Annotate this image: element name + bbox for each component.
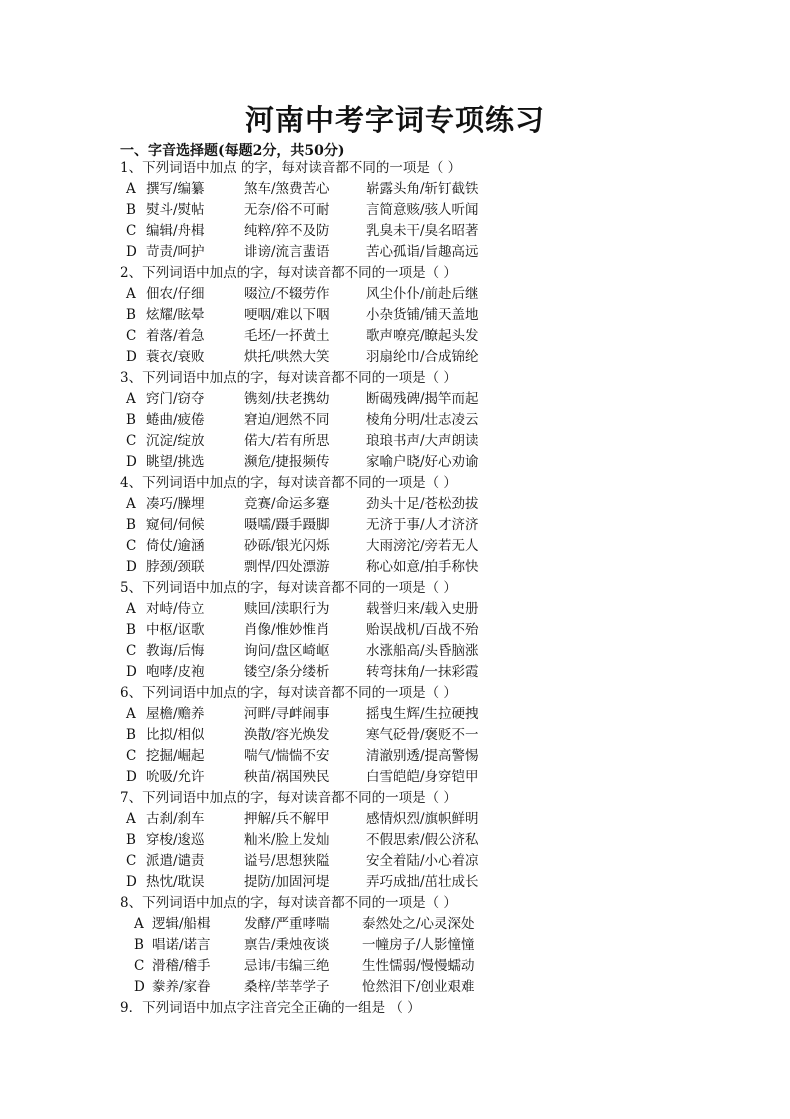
answer-option[interactable] <box>120 452 540 473</box>
option-word-pair: 着落/着急 <box>146 328 205 344</box>
section-heading: 一、字音选择题(每题2分，共50分) <box>120 143 345 159</box>
option-word-pair: 安全着陆/小心着凉 <box>366 853 479 869</box>
option-word-pair: 哽咽/难以下咽 <box>244 307 330 323</box>
answer-option[interactable] <box>120 494 540 515</box>
option-word-pair: 怆然泪下/创业艰难 <box>362 979 475 995</box>
option-word-pair: 咆哮/皮袍 <box>146 664 205 680</box>
option-word-pair: 倚仗/逾涵 <box>146 538 205 554</box>
option-word-pair: 煞车/煞费苦心 <box>244 181 330 197</box>
option-word-pair: 忌讳/韦编三绝 <box>244 958 330 974</box>
answer-option[interactable] <box>120 662 540 683</box>
option-word-pair: 对峙/侍立 <box>146 601 205 617</box>
option-word-pair: 琅琅书声/大声朗读 <box>366 433 479 449</box>
option-word-pair: 歌声嘹亮/瞭起头发 <box>366 328 479 344</box>
option-word-pair: 啜泣/不辍劳作 <box>244 286 330 302</box>
option-word-pair: 挖掘/崛起 <box>146 748 205 764</box>
option-word-pair: 泰然处之/心灵深处 <box>362 916 475 932</box>
option-word-pair: 中枢/讴歌 <box>146 622 205 638</box>
option-word-pair: 偌大/若有所思 <box>244 433 330 449</box>
option-word-pair: 籼米/脸上发灿 <box>244 832 330 848</box>
answer-option[interactable] <box>120 746 540 767</box>
option-word-pair: 诽谤/流言蜚语 <box>244 244 330 260</box>
option-word-pair: 谥号/思想狭隘 <box>244 853 330 869</box>
answer-option[interactable] <box>120 515 540 536</box>
option-word-pair: 毛坯/一抔黄土 <box>244 328 330 344</box>
question-stem: 4、下列词语中加点的字，每对读音都不同的一项是（ ） <box>120 475 457 491</box>
option-word-pair: 撰写/编纂 <box>146 181 205 197</box>
option-letter: C <box>126 328 137 344</box>
answer-option[interactable] <box>120 809 540 830</box>
option-word-pair: 发酵/严重哮喘 <box>244 916 330 932</box>
option-word-pair: 风尘仆仆/前赴后继 <box>366 286 479 302</box>
answer-option[interactable] <box>120 410 540 431</box>
option-word-pair: 编辑/舟楫 <box>146 223 205 239</box>
option-word-pair: 秧苗/祸国殃民 <box>244 769 330 785</box>
option-letter: A <box>126 496 136 512</box>
option-word-pair: 桑梓/莘莘学子 <box>244 979 330 995</box>
option-letter: D <box>126 769 137 785</box>
question-stem: 8、下列词语中加点的字，每对读音都不同的一项是（ ） <box>120 895 457 911</box>
option-word-pair: 小杂货铺/铺天盖地 <box>366 307 479 323</box>
option-word-pair: 一幢房子/人影憧憧 <box>362 937 475 953</box>
option-letter: D <box>126 874 137 890</box>
option-word-pair: 肖像/惟妙惟肖 <box>244 622 330 638</box>
option-word-pair: 热忱/耽误 <box>146 874 205 890</box>
option-word-pair: 羽扇纶巾/合成锦纶 <box>366 349 479 365</box>
answer-option[interactable] <box>120 284 540 305</box>
option-word-pair: 称心如意/拍手称快 <box>366 559 479 575</box>
option-word-pair: 清澈别透/提高警惕 <box>366 748 479 764</box>
option-word-pair: 竞赛/命运多蹇 <box>244 496 330 512</box>
option-letter: B <box>126 622 136 638</box>
option-letter: B <box>126 202 136 218</box>
answer-option[interactable] <box>120 620 540 641</box>
option-word-pair: 纯粹/猝不及防 <box>244 223 330 239</box>
option-word-pair: 禀告/秉烛夜谈 <box>244 937 330 953</box>
option-word-pair: 镌刻/扶老携幼 <box>244 391 330 407</box>
option-word-pair: 断碣残碑/揭竿而起 <box>366 391 479 407</box>
option-letter: D <box>126 244 137 260</box>
answer-option[interactable] <box>120 935 540 956</box>
answer-option[interactable] <box>120 725 540 746</box>
answer-option[interactable] <box>120 179 540 200</box>
option-word-pair: 河畔/寻衅闹事 <box>244 706 330 722</box>
option-word-pair: 不假思索/假公济私 <box>366 832 479 848</box>
option-word-pair: 提防/加固河堤 <box>244 874 330 890</box>
option-letter: C <box>134 958 145 974</box>
answer-option[interactable] <box>120 221 540 242</box>
option-word-pair: 白雪皑皑/身穿铠甲 <box>366 769 479 785</box>
option-word-pair: 派遣/谴责 <box>146 853 205 869</box>
answer-option[interactable] <box>120 956 540 977</box>
option-word-pair: 生性懦弱/慢慢蠕动 <box>362 958 475 974</box>
option-letter: B <box>134 937 144 953</box>
option-word-pair: 棱角分明/壮志凌云 <box>366 412 479 428</box>
answer-option[interactable] <box>120 851 540 872</box>
option-letter: B <box>126 307 136 323</box>
option-word-pair: 窥伺/伺候 <box>146 517 205 533</box>
question-stem: 1、下列词语中加点 的字，每对读音都不同的一项是（ ） <box>120 160 462 176</box>
answer-option[interactable] <box>120 431 540 452</box>
answer-option[interactable] <box>120 872 540 893</box>
page-title: 河南中考字词专项练习 <box>244 103 545 137</box>
option-letter: A <box>126 601 136 617</box>
option-word-pair: 镂空/条分缕析 <box>244 664 330 680</box>
option-word-pair: 凑巧/臊埋 <box>146 496 205 512</box>
option-word-pair: 唱诺/诺言 <box>152 937 211 953</box>
answer-option[interactable] <box>120 305 540 326</box>
option-word-pair: 沉淀/绽放 <box>146 433 205 449</box>
option-word-pair: 大雨滂沱/旁若无人 <box>366 538 479 554</box>
option-word-pair: 询问/盘区崎岖 <box>244 643 330 659</box>
question-stem: 6、下列词语中加点的字，每对读音都不同的一项是（ ） <box>120 685 457 701</box>
option-word-pair: 蓑衣/衰败 <box>146 349 205 365</box>
option-word-pair: 摇曳生辉/生拉硬拽 <box>366 706 479 722</box>
option-letter: C <box>126 853 137 869</box>
option-letter: D <box>126 559 137 575</box>
option-word-pair: 寒气砭骨/褒贬不一 <box>366 727 479 743</box>
option-word-pair: 言简意赅/骇人听闻 <box>366 202 479 218</box>
option-letter: D <box>134 979 145 995</box>
answer-option[interactable] <box>120 347 540 368</box>
option-word-pair: 崭露头角/斩钉截铁 <box>366 181 479 197</box>
option-word-pair: 眺望/挑选 <box>146 454 205 470</box>
option-letter: A <box>126 706 136 722</box>
option-word-pair: 教诲/后悔 <box>146 643 205 659</box>
option-letter: A <box>126 391 136 407</box>
option-letter: D <box>126 664 137 680</box>
option-word-pair: 涣散/容光焕发 <box>244 727 330 743</box>
option-word-pair: 贻误战机/百战不殆 <box>366 622 479 638</box>
answer-option[interactable] <box>120 557 540 578</box>
answer-option[interactable] <box>120 830 540 851</box>
option-word-pair: 砂砾/银光闪烁 <box>244 538 330 554</box>
question-stem: 3、下列词语中加点的字，每对读音都不同的一项是（ ） <box>120 370 457 386</box>
option-word-pair: 无奈/俗不可耐 <box>244 202 330 218</box>
answer-option[interactable] <box>120 914 540 935</box>
question-stem: 9．下列词语中加点字注音完全正确的一组是 （ ） <box>120 1000 421 1016</box>
option-letter: B <box>126 727 136 743</box>
option-word-pair: 转弯抹角/一抹彩霞 <box>366 664 479 680</box>
option-letter: A <box>134 916 144 932</box>
option-word-pair: 押解/兵不解甲 <box>244 811 330 827</box>
option-letter: B <box>126 832 136 848</box>
option-word-pair: 赎回/渎职行为 <box>244 601 330 617</box>
option-word-pair: 劲头十足/苍松劲拔 <box>366 496 479 512</box>
question-stem: 2、下列词语中加点的字，每对读音都不同的一项是（ ） <box>120 265 457 281</box>
option-word-pair: 屋檐/赡养 <box>146 706 205 722</box>
option-word-pair: 吮吸/允许 <box>146 769 205 785</box>
question-stem: 7、下列词语中加点的字，每对读音都不同的一项是（ ） <box>120 790 457 806</box>
option-word-pair: 蜷曲/疲倦 <box>146 412 205 428</box>
option-letter: A <box>126 811 136 827</box>
option-word-pair: 逻辑/船楫 <box>152 916 211 932</box>
question-list <box>120 158 540 1019</box>
answer-option[interactable] <box>120 977 540 998</box>
answer-option[interactable] <box>120 326 540 347</box>
answer-option[interactable] <box>120 704 540 725</box>
option-word-pair: 无济于事/人才济济 <box>366 517 479 533</box>
option-word-pair: 熨斗/熨帖 <box>146 202 205 218</box>
option-word-pair: 剽悍/四处漂游 <box>244 559 330 575</box>
option-word-pair: 苛责/呵护 <box>146 244 205 260</box>
answer-option[interactable] <box>120 389 540 410</box>
option-letter: B <box>126 412 136 428</box>
answer-option[interactable] <box>120 242 540 263</box>
option-letter: C <box>126 433 137 449</box>
answer-option[interactable] <box>120 536 540 557</box>
option-word-pair: 脖颈/颈联 <box>146 559 205 575</box>
option-word-pair: 烘托/哄然大笑 <box>244 349 330 365</box>
option-word-pair: 佃农/仔细 <box>146 286 205 302</box>
option-letter: C <box>126 538 137 554</box>
option-word-pair: 豢养/家眷 <box>152 979 211 995</box>
option-letter: A <box>126 181 136 197</box>
option-word-pair: 窍门/窃夺 <box>146 391 205 407</box>
answer-option[interactable] <box>120 767 540 788</box>
option-letter: C <box>126 748 137 764</box>
option-letter: B <box>126 517 136 533</box>
option-word-pair: 家喻户晓/好心劝谕 <box>366 454 479 470</box>
option-word-pair: 比拟/相似 <box>146 727 205 743</box>
answer-option[interactable] <box>120 200 540 221</box>
answer-option[interactable] <box>120 641 540 662</box>
option-word-pair: 感情炽烈/旗帜鲜明 <box>366 811 479 827</box>
option-word-pair: 窘迫/迥然不同 <box>244 412 330 428</box>
option-word-pair: 弄巧成拙/茁壮成长 <box>366 874 479 890</box>
option-word-pair: 炫耀/眩晕 <box>146 307 205 323</box>
option-word-pair: 水涨船高/头昏脑涨 <box>366 643 479 659</box>
option-word-pair: 嗫嚅/蹑手蹑脚 <box>244 517 330 533</box>
option-letter: C <box>126 643 137 659</box>
option-letter: C <box>126 223 137 239</box>
option-letter: A <box>126 286 136 302</box>
option-letter: D <box>126 454 137 470</box>
option-letter: D <box>126 349 137 365</box>
option-word-pair: 苦心孤诣/旨趣高远 <box>366 244 479 260</box>
question-stem: 5、下列词语中加点的字，每对读音都不同的一项是（ ） <box>120 580 457 596</box>
option-word-pair: 古刹/刹车 <box>146 811 205 827</box>
option-word-pair: 濒危/捷报频传 <box>244 454 330 470</box>
option-word-pair: 滑稽/稽手 <box>152 958 211 974</box>
option-word-pair: 喘气/惴惴不安 <box>244 748 330 764</box>
option-word-pair: 载誉归来/载入史册 <box>366 601 479 617</box>
answer-option[interactable] <box>120 599 540 620</box>
option-word-pair: 乳臭未干/臭名昭著 <box>366 223 479 239</box>
option-word-pair: 穿梭/逡巡 <box>146 832 205 848</box>
